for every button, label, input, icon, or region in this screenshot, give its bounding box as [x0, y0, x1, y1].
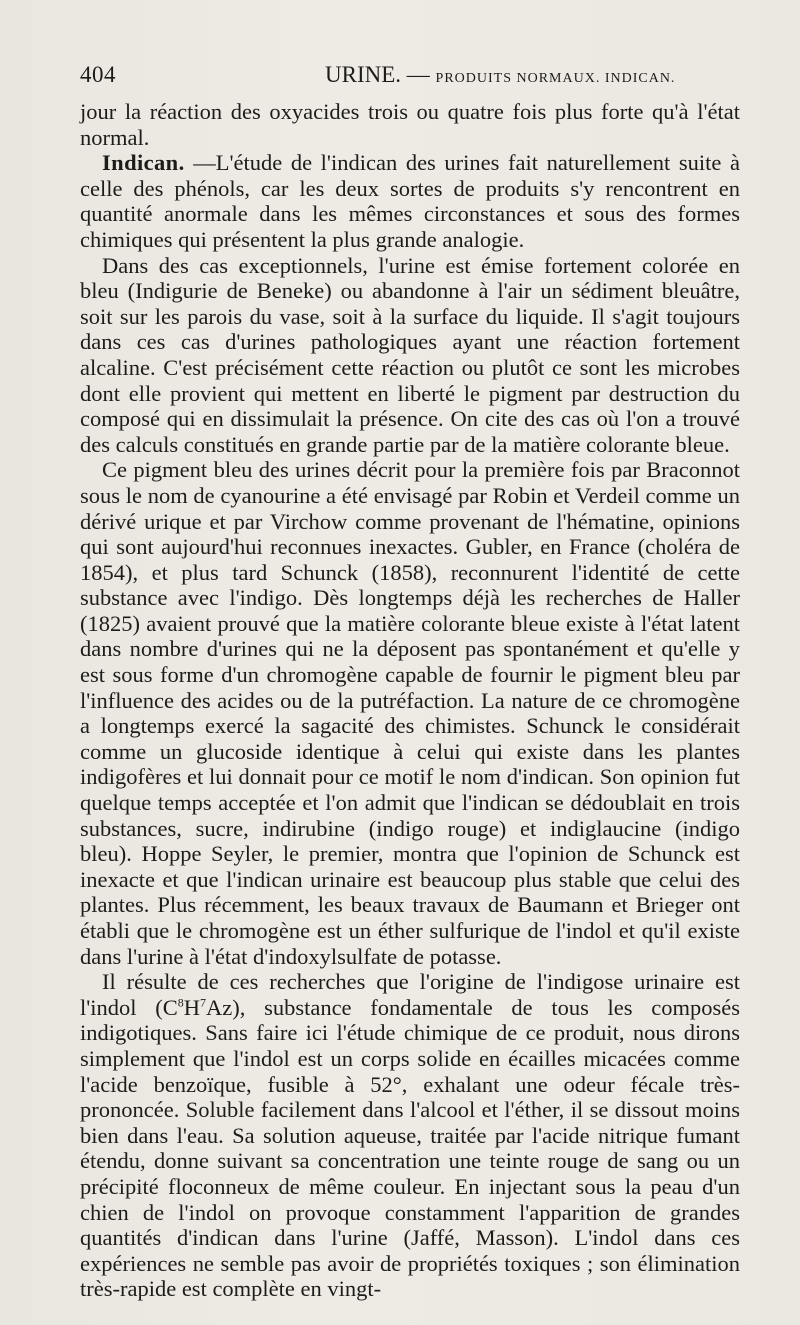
paragraph-exceptional-cases: Dans des cas exceptionnels, l'urine est émise fortement colorée en bleu (Indigurie de Beneke) ou abandonne à l'air un sédiment bleuâtre, soit sur les parois du vase, soit à la surface du liquide. Il s'agit toujours dans ces cas d'urines pathologiques ayant une réaction fortement alcaline. C'est précisément cette réaction ou plutôt ce sont les microbes dont elle provient qui mettent en liberté le pigment par destruction du composé qui en dissimulait la présence. On cite des cas où l'on a trouvé des calculs constitués en grande partie par de la matière colorante bleue. — [80, 252, 740, 457]
running-head — [325, 62, 675, 88]
paragraph-indol-text-a: Il résulte de ces recherches que l'origine de l'indigose urinaire est l'indol (C — [80, 969, 740, 1020]
paragraph-blue-pigment: Ce pigment bleu des urines décrit pour la première fois par Braconnot sous le nom de cyanourine a été envisagé par Robin et Verdeil comme un dérivé urique et par Virchow comme provenant de l'hématine, opinions qui sont aujourd'hui reconnues inexactes. Gubler, en France (choléra de 1854), et plus tard Schunck (1858), reconnurent l'identité de cette substance avec l'indigo. Dès longtemps déjà les recherches de Haller (1825) avaient prouvé que la matière colorante bleue existe à l'état latent dans nombre d'urines qui ne la déposent pas spontanément et qu'elle y est sous forme d'un chromogène capable de fournir le pigment bleu par l'influence des acides ou de la putréfaction. La nature de ce chromogène a longtemps exercé la sagacité des chimistes. Schunck le considérait comme un glucoside identique à celui qui existe dans les plantes indigofères et lui donnait pour ce motif le nom d'indican. Son opinion fut quelque temps acceptée et l'on admit que l'indican se dédoublait en trois substances, sucre, indirubine (indigo rouge) et indiglaucine (indigo bleu). Hoppe Seyler, le premier, montra que l'opinion de Schunck est inexacte et que l'indican urinaire est beaucoup plus stable que celui des plantes. Plus récemment, les beaux travaux de Baumann et Brieger ont établi que le chromogène est un éther sulfurique de l'indol et qu'il existe dans l'urine à l'état d'indoxylsulfate de potasse. — [80, 457, 740, 969]
running-head-sub: PRODUITS NORMAUX. INDICAN. — [435, 71, 676, 86]
page-header — [80, 62, 740, 92]
formula-sup-8: 8 — [177, 995, 184, 1010]
paragraph-indol-text-c: Az), substance fondamentale de tous les composés indigotiques. Sans faire ici l'étude chimique de ce produit, nous dirons simplement que l'indol est un corps solide en écailles micacées comme l'acide benzoïque, fusible à 52°, exhalant une odeur fécale très-prononcée. Soluble facilement dans l'alcool et l'éther, il se dissout moins bien dans l'eau. Sa solution aqueuse, traitée par l'acide nitrique fumant étendu, donne suivant sa concentration une teinte rouge de sang ou un précipité floconneux de même couleur. En injectant sous la peau d'un chien de l'indol on provoque constamment l'apparition de grandes quantités d'indican dans l'urine (Jaffé, Masson). L'indol dans ces expériences ne semble pas avoir de propriétés toxiques ; son élimination très-rapide est complète en vingt- — [80, 994, 740, 1302]
body-text — [80, 99, 740, 1302]
running-head-dash: — — [401, 62, 436, 87]
running-head-main: URINE. — [325, 62, 402, 87]
page-number: 404 — [80, 62, 116, 87]
paragraph-continuation: jour la réaction des oxyacides trois ou quatre fois plus forte qu'à l'état normal. — [80, 99, 740, 150]
paragraph-indol — [80, 969, 740, 1302]
paragraph-indican-text: —L'étude de l'indican des urines fait naturellement suite à celle des phénols, car les deux sortes de produits s'y rencontrent en quantité anormale dans les mêmes circonstances et sous des formes chimiques qui présentent la plus grande analogie. — [80, 150, 740, 252]
section-title-indican: Indican. — [102, 150, 185, 176]
formula-sup-7: 7 — [200, 995, 207, 1010]
paragraph-indol-text-b: H — [183, 994, 201, 1020]
paragraph-indican — [80, 150, 740, 252]
